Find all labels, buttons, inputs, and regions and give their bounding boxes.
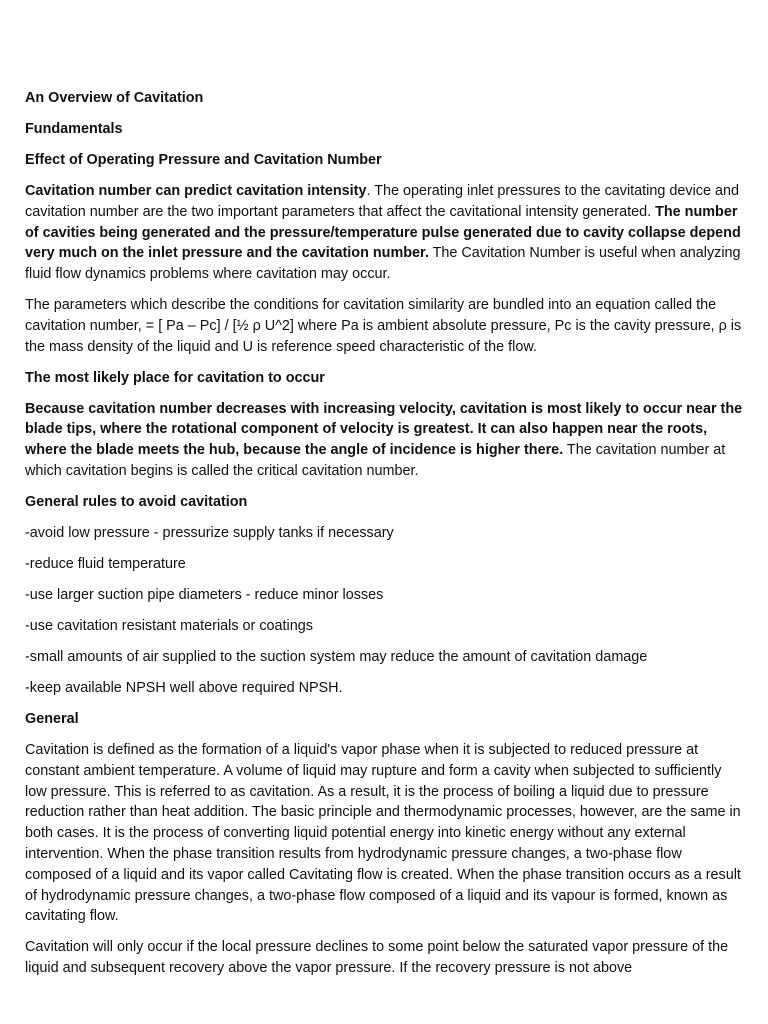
- body-text: . The operating inlet pressures to the cavitating device and cavitation number are the two important parameters that affect the cavitational intensity generated.: [25, 182, 739, 220]
- list-item: -use larger suction pipe diameters - reduce minor losses: [25, 587, 384, 604]
- list-item: -avoid low pressure - pressurize supply tanks if necessary: [25, 525, 394, 542]
- list-item: -keep available NPSH well above required NPSH.: [25, 679, 343, 696]
- list-item: -reduce fluid temperature: [25, 556, 186, 573]
- paragraph-cavitation-number-intensity: [25, 181, 747, 285]
- paragraph-local-pressure: Cavitation will only occur if the local pressure declines to some point below the saturated vapor pressure of the liquid and subsequent recovery above the vapor pressure. If the recovery pressure is not above: [25, 939, 729, 977]
- list-item: -use cavitation resistant materials or coatings: [25, 618, 313, 634]
- fundamentals-heading: Fundamentals: [25, 120, 123, 137]
- bold-text: Because cavitation number decreases with increasing velocity, cavitation is most likely to occur near the blade tips, where the rotational component of velocity is greatest. It can also happen near the roots, where the blade meets the hub, because the angle of incidence is higher there.: [25, 400, 743, 459]
- section-heading-operating-pressure: Effect of Operating Pressure and Cavitation Number: [25, 151, 382, 168]
- body-text: The cavitation number at which cavitation begins is called the critical cavitation number.: [25, 442, 726, 480]
- paragraph-cavitation-definition: Cavitation is defined as the formation of a liquid's vapor phase when it is subjected to reduced pressure at constant ambient temperature. A volume of liquid may rupture and form a cavity when subjected to sufficiently low pressure. This is referred to as cavitation. As a result, it is the process of boiling a liquid due to pressure reduction rather than heat addition. The basic principle and thermodynamic processes, however, are the same in both cases. It is the process of converting liquid potential energy into kinetic energy without any external intervention. When the phase transition results from hydrodynamic pressure changes, a two-phase flow composed of a liquid and its vapor called Cavitating flow is created. When the phase transition occurs as a result of hydrodynamic pressure changes, a two-phase flow composed of a liquid and its vapour is formed, known as cavitating flow.: [25, 741, 741, 925]
- section-heading-rules: General rules to avoid cavitation: [25, 494, 248, 511]
- bold-text: The number of cavities being generated and the pressure/temperature pulse generated due to cavity collapse depend very much on the inlet pressure and the cavitation number.: [25, 203, 741, 262]
- section-heading-general: General: [25, 710, 79, 727]
- paragraph-blade-tips: [25, 399, 747, 482]
- section-heading-likely-place: The most likely place for cavitation to occur: [25, 369, 325, 386]
- document-title: An Overview of Cavitation: [25, 90, 204, 106]
- document-page: [25, 88, 747, 989]
- paragraph-cavitation-similarity: The parameters which describe the conditions for cavitation similarity are bundled into an equation called the cavitation number, = [ Pa – Pc] / [½ ρ U^2] where Pa is ambient absolute pressure, Pc is the cavity pressure, ρ is the mass density of the liquid and U is reference speed characteristic of the flow.: [25, 297, 742, 355]
- body-text: The Cavitation Number is useful when analyzing fluid flow dynamics problems where cavitation may occur.: [25, 245, 741, 283]
- bold-text: Cavitation number can predict cavitation intensity: [25, 182, 367, 199]
- list-item: -small amounts of air supplied to the suction system may reduce the amount of cavitation damage: [25, 648, 648, 665]
